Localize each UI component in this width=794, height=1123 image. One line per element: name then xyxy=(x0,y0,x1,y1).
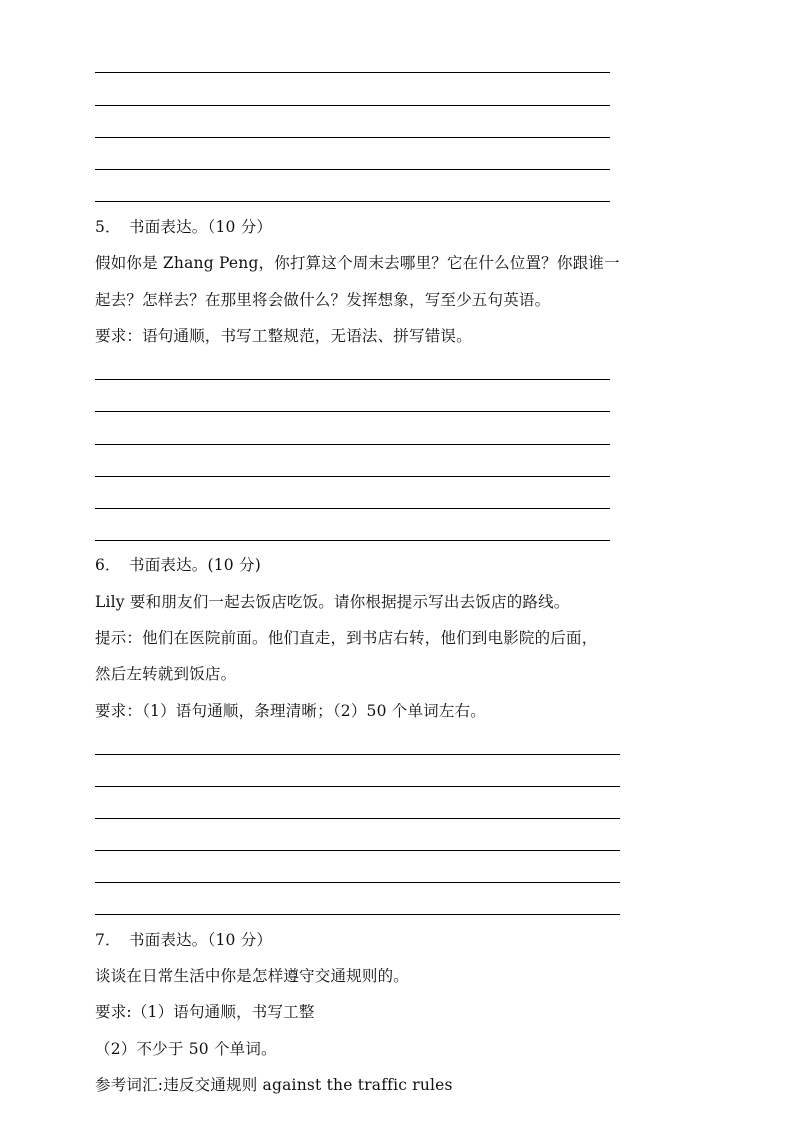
q7-title: 书面表达。（10 分） xyxy=(129,931,273,949)
q7-vocab: 参考词汇:违反交通规则 against the traffic rules xyxy=(95,1076,453,1094)
q5-prompt-line2: 起去？怎样去？在那里将会做什么？发挥想象，写至少五句英语。 xyxy=(95,291,551,309)
answer-line xyxy=(95,754,620,755)
answer-line xyxy=(95,105,610,106)
answer-line xyxy=(95,786,620,787)
answer-line xyxy=(95,540,610,541)
q6-heading xyxy=(95,554,261,576)
q5-number: 5． xyxy=(95,218,121,236)
q5-title: 书面表达。（10 分） xyxy=(129,218,273,236)
answer-line xyxy=(95,818,620,819)
q6-hint-line1: 提示：他们在医院前面。他们直走，到书店右转，他们到电影院的后面， xyxy=(95,629,598,647)
q6-title: 书面表达。(10 分) xyxy=(129,556,261,574)
q7-requirement1: 要求:（1）语句通顺，书写工整 xyxy=(95,1003,315,1021)
q7-number: 7． xyxy=(95,931,121,949)
q6-requirement: 要求：（1）语句通顺，条理清晰；（2）50 个单词左右。 xyxy=(95,702,486,720)
answer-line xyxy=(95,914,620,915)
answer-line xyxy=(95,882,620,883)
q7-heading xyxy=(95,929,272,951)
q6-hint-line2: 然后左转就到饭店。 xyxy=(95,665,237,683)
answer-line xyxy=(95,72,610,73)
q7-prompt: 谈谈在日常生活中你是怎样遵守交通规则的。 xyxy=(95,967,410,985)
answer-line xyxy=(95,850,620,851)
answer-line xyxy=(95,508,610,509)
q7-requirement2: （2）不少于 50 个单词。 xyxy=(95,1040,277,1058)
q5-heading xyxy=(95,216,272,238)
q6-number: 6． xyxy=(95,556,121,574)
answer-line xyxy=(95,137,610,138)
answer-line xyxy=(95,444,610,445)
answer-line xyxy=(95,411,610,412)
answer-line xyxy=(95,379,610,380)
answer-line xyxy=(95,201,610,202)
answer-line xyxy=(95,169,610,170)
q5-prompt-line1: 假如你是 Zhang Peng，你打算这个周末去哪里？它在什么位置？你跟谁一 xyxy=(95,254,620,272)
q5-requirement: 要求：语句通顺，书写工整规范，无语法、拼写错误。 xyxy=(95,327,472,345)
answer-line xyxy=(95,476,610,477)
q6-prompt: Lily 要和朋友们一起去饭店吃饭。请你根据提示写出去饭店的路线。 xyxy=(95,593,570,611)
